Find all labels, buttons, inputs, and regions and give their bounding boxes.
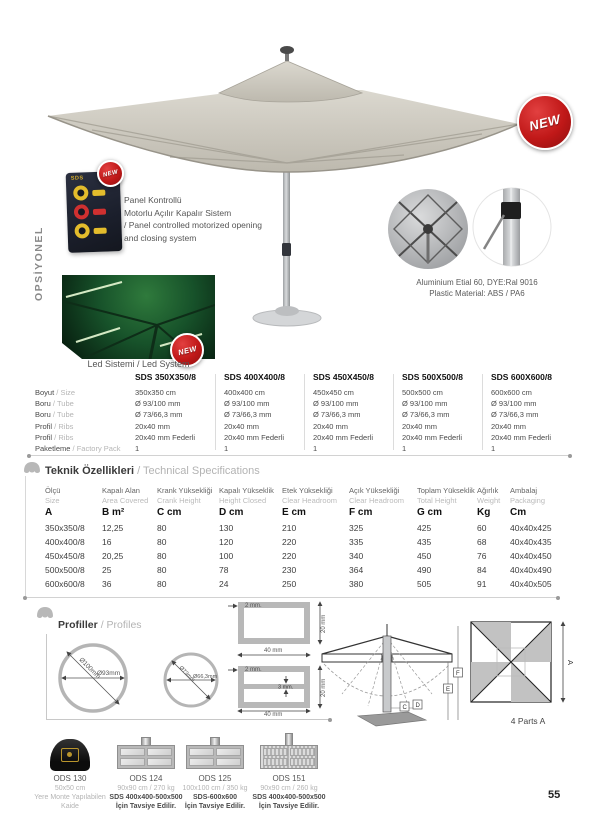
specs-frame-line [25,476,26,596]
models-column [482,372,571,454]
base-product [31,731,109,811]
model-spec-value: Ø 93/100 mm [491,399,537,409]
spec-unit: B m² [102,507,125,518]
dimension-label: 2 mm. [245,603,262,609]
model-spec-value: Ø 73/66,3 mm [402,410,450,420]
base-caption [107,774,185,811]
pole-connector [282,243,291,256]
panel-label-tab [93,208,106,214]
divider-dot [23,596,27,600]
base-caption [31,774,109,811]
spec-value: 600x600/8 [45,579,85,589]
spec-value: 130 [219,523,234,533]
column-divider [482,374,483,450]
column-divider [393,374,394,450]
spec-value: 490 [417,565,432,575]
model-column-header: SDS 450X450/8 [313,372,374,382]
optional-section-label: OPSİYONEL [33,226,45,301]
model-spec-value: Ø 73/66,3 mm [224,410,272,420]
umbrella-side-diagram [320,616,465,728]
spec-value: 120 [219,537,234,547]
dim-letter: F [456,671,460,677]
spec-header: Kapalı Alan [102,486,140,495]
spec-header-row-en [45,496,567,506]
dimension-label: 2 mm. [245,667,262,673]
base-product [107,731,185,811]
panel-label-tab [94,227,107,233]
column-divider [304,374,305,450]
spec-value: 91 [477,579,487,589]
dim-letter: C [402,705,407,711]
spec-value: 340 [349,551,364,561]
umbrella-top-tier [219,61,362,102]
dimension-label: 20 mm [321,678,327,697]
panel-button-yellow-icon [74,223,90,239]
spec-value: 12,25 [102,523,124,533]
row-label: Boyut / Size [35,388,76,397]
led-caption: Led Sistemi / Led System [87,359,190,369]
base-product-name: ODS 125 [198,774,232,783]
spec-value: 210 [282,523,297,533]
spec-value: 76 [477,551,487,561]
umbrella-icon [36,606,54,618]
spec-header-en: Clear Headroom [282,495,338,505]
model-spec-value: Ø 73/66,3 mm [313,410,361,420]
spec-header: Toplam Yükseklik [417,486,475,495]
column-divider [215,374,216,450]
spec-value: 80 [157,565,167,575]
spec-value: 250 [282,579,297,589]
model-spec-value: 1 [402,444,407,454]
spec-value: 24 [219,579,229,589]
profiles-title-en: / Profiles [100,619,142,631]
base-product-size: 100x100 cm / 350 kg [182,784,248,792]
model-spec-value: Ø 73/66,3 mm [491,410,539,420]
spec-value: 100 [219,551,234,561]
base-product-note: SDS 400x400-500x500 [252,793,326,801]
spec-unit: F cm [349,507,373,518]
spec-value: 80 [157,579,167,589]
model-spec-value: 1 [135,444,140,454]
model-spec-value: 20x40 mm Federli [313,432,374,442]
spec-row [45,549,567,563]
corner-cut [62,343,82,359]
base-product-note: SDS 400x400-500x500 [109,793,183,801]
models-row-labels [30,372,126,454]
spec-value: 350x350/8 [45,523,85,533]
pole [383,636,391,712]
spec-value: 450x450/8 [45,551,85,561]
dim-letter: D [415,703,420,709]
base-product-size: 90x90 cm / 260 kg [260,784,318,792]
specs-table [45,486,567,591]
material-note-line: Aluminium Etial 60, DYE:Ral 9016 [416,278,538,287]
spec-header: Etek Yüksekliği [282,486,333,495]
divider-dot [568,454,572,458]
dome-base [50,739,90,771]
model-spec-value: 20x40 mm Federli [135,432,196,442]
dimension-label: Ø66,3mm [193,674,218,680]
spec-value: 230 [282,565,297,575]
model-spec-value: 1 [313,444,318,454]
model-spec-value: 500x500 cm [402,388,443,397]
spec-header-en: Area Covered [102,495,149,505]
dimension-label: 40 mm [264,648,283,654]
spec-value: 220 [282,551,297,561]
model-spec-value: 20x40 mm [491,421,527,431]
model-spec-value: 20x40 mm [402,421,438,431]
model-spec-value: Ø 93/100 mm [313,399,359,409]
spec-row [45,535,567,549]
spec-row [45,577,567,591]
new-badge-led: NEW [170,333,204,367]
model-spec-value: Ø 93/100 mm [402,399,448,409]
panel-button-row [74,222,121,239]
diagram-base [358,712,426,726]
panel-button-row [74,203,121,220]
model-spec-value: 20x40 mm Federli [402,432,463,442]
finial [280,46,294,54]
model-spec-value: Ø 93/100 mm [135,399,181,409]
umbrella-base-dome [275,306,299,316]
spec-value: 400x400/8 [45,537,85,547]
spec-header: Ağırlık [477,486,499,495]
spec-header-en: Weight [477,495,501,505]
divider-dot [27,454,31,458]
base-product-note: Yere Monte Yapılabilen [34,793,106,801]
spec-header-en: Height Closed [219,495,267,505]
dim-letter: A [566,660,575,666]
base-product-size: 50x50 cm [54,784,86,792]
panel-feature-line: and closing system [124,232,197,243]
dimension-label: 3 mm. [278,684,294,691]
base-product-name: ODS 124 [129,774,163,783]
panel-feature-text [124,194,262,244]
row-label: Profil / Ribs [35,432,74,442]
divider-dot [556,596,560,600]
row-label: Boru / Tube [35,410,74,420]
section-divider [30,455,570,456]
models-table [30,372,571,454]
base-photo-slab [107,731,185,771]
panel-label-tab [92,189,105,195]
dimension-label: Ø73mm [177,665,196,684]
base-product-note: Kaide [61,802,79,810]
model-spec-value: 20x40 mm Federli [491,432,552,442]
slab-base [186,745,244,769]
profile-rect-cavity [244,689,304,702]
detail-photos [385,186,557,274]
model-spec-value: 1 [224,444,229,454]
emblem [61,748,79,762]
spec-header-en: Size [45,495,60,505]
panel-button-yellow-icon [73,185,89,201]
spec-header: Ambalaj [510,486,538,495]
profiles-title [58,619,142,631]
spec-value: 40x40x450 [510,551,552,561]
spec-value: 25 [102,565,112,575]
spec-value: 220 [282,537,297,547]
model-column-header: SDS 350X350/8 [135,372,196,382]
spec-value: 40x40x490 [510,565,552,575]
specs-section-title [45,465,260,477]
mesh-base [260,745,318,769]
material-note [388,277,566,299]
spec-data-rows [45,521,567,591]
base-product-note: İçin Tavsiye Edilir. [115,802,177,810]
model-spec-value: 20x40 mm [224,421,260,431]
spec-value: 450 [417,551,432,561]
spec-value: 84 [477,565,487,575]
specs-title-tr: Teknik Özellikleri [45,465,135,477]
new-badge-panel: NEW [97,160,124,187]
slab-base [117,745,175,769]
spec-value: 364 [349,565,364,575]
spec-header-en: Packaging [510,495,546,505]
page-number: 55 [548,789,561,801]
dimension-label: 40 mm [264,712,283,718]
model-spec-value: Ø 93/100 mm [224,399,270,409]
row-label: Paketleme / Factory Pack [35,444,121,454]
models-column [126,372,215,454]
spec-value: 78 [219,565,229,575]
model-spec-value: 450x450 cm [313,388,354,397]
spec-value: 20,25 [102,551,124,561]
dim-letter: E [446,687,451,693]
spec-header: Açık Yüksekliği [349,486,400,495]
material-note-line: Plastic Material: ABS / PA6 [429,289,525,298]
model-spec-value: 400x400 cm [224,388,265,397]
base-product-note: İçin Tavsiye Edilir. [258,802,320,810]
base-product [250,731,328,811]
model-column-header: SDS 600X600/8 [491,372,552,382]
base-photo-slab [176,731,254,771]
profiles-title-tr: Profiller [58,619,98,631]
profile-rect-cavity [244,608,304,638]
base-product-note: SDS-600x600 [193,793,237,801]
model-spec-value: Ø 73/66,3 mm [135,410,183,420]
umbrella-icon [23,461,41,473]
model-spec-value: 600x600 cm [491,388,532,397]
canopy-slope [322,636,387,654]
panel-button-red-icon [74,204,90,220]
spec-value: 40x40x425 [510,523,552,533]
profile-circles-drawing [55,640,225,718]
spec-header-en: Clear Headroom [349,495,405,505]
spec-header: Ölçü [45,486,61,495]
spec-value: 380 [349,579,364,589]
spec-unit: D cm [219,507,244,518]
panel-feature-line: Panel Kontrollü [124,195,182,205]
spec-row [45,521,567,535]
panel-logo: SDS [70,175,84,182]
spec-header-row-tr [45,486,567,496]
base-product [176,731,254,811]
spec-value: 36 [102,579,112,589]
spec-unit: A [45,507,53,518]
umbrella-top-view [465,618,580,714]
base-product-size: 90x90 cm / 270 kg [117,784,175,792]
spec-header-en: Total Height [417,495,457,505]
row-label: Profil / Ribs [35,421,74,431]
model-column-header: SDS 400X400/8 [224,372,285,382]
spec-value: 40x40x435 [510,537,552,547]
model-spec-value: 20x40 mm [135,421,171,431]
model-spec-value: 1 [491,444,496,454]
spec-unit: Cm [510,507,527,518]
models-column [304,372,393,454]
spec-value: 335 [349,537,364,547]
spec-value: 435 [417,537,432,547]
spec-value: 505 [417,579,432,589]
new-badge-hero: NEW [517,94,573,150]
profiles-frame-line [46,634,47,719]
spec-value: 16 [102,537,112,547]
top-view-caption: 4 Parts A [510,716,546,726]
model-spec-value: 20x40 mm Federli [224,432,285,442]
spec-unit: G cm [417,507,443,518]
spec-unit: C cm [157,507,182,518]
spec-value: 80 [157,523,167,533]
model-column-header: SDS 500X500/8 [402,372,463,382]
base-caption [250,774,328,811]
spec-value: 80 [157,551,167,561]
specs-title-en: / Technical Specifications [137,465,260,477]
dimension-label: Ø100mm [77,656,102,681]
spec-value: 325 [349,523,364,533]
spec-value: 80 [157,537,167,547]
models-column [393,372,482,454]
dimension-label: Ø93mm [97,670,121,677]
spec-value: 425 [417,523,432,533]
spec-unit: E cm [282,507,306,518]
spec-value: 68 [477,537,487,547]
models-column [215,372,304,454]
profile-rect-cavity [244,672,304,684]
base-product-name: ODS 151 [272,774,306,783]
base-caption [176,774,254,811]
spec-unit: Kg [477,507,491,518]
base-photo-mesh [250,731,328,771]
row-label: Boru / Tube [35,399,74,409]
spec-row [45,563,567,577]
canopy-slope [387,636,452,654]
spec-value: 40x40x505 [510,579,552,589]
frame-detail-hub [423,224,433,234]
panel-feature-line: Motorlu Açılır Kapalır Sistem [124,207,232,218]
panel-feature-line: / Panel controlled motorized opening [124,220,262,230]
spec-value: 60 [477,523,487,533]
spec-header-en: Crank Height [157,495,201,505]
dimension-label: 20 mm [321,614,327,633]
base-photo-dome [31,731,109,771]
base-product-name: ODS 130 [53,774,87,783]
spec-unit-row [45,505,567,521]
model-spec-value: 20x40 mm [313,421,349,431]
model-spec-value: 350x350 cm [135,388,176,397]
base-product-note: İçin Tavsiye Edilir. [184,802,246,810]
spec-header: Kapalı Yükseklik [219,486,274,495]
spec-value: 500x500/8 [45,565,85,575]
spec-header: Krank Yüksekliği [157,486,213,495]
